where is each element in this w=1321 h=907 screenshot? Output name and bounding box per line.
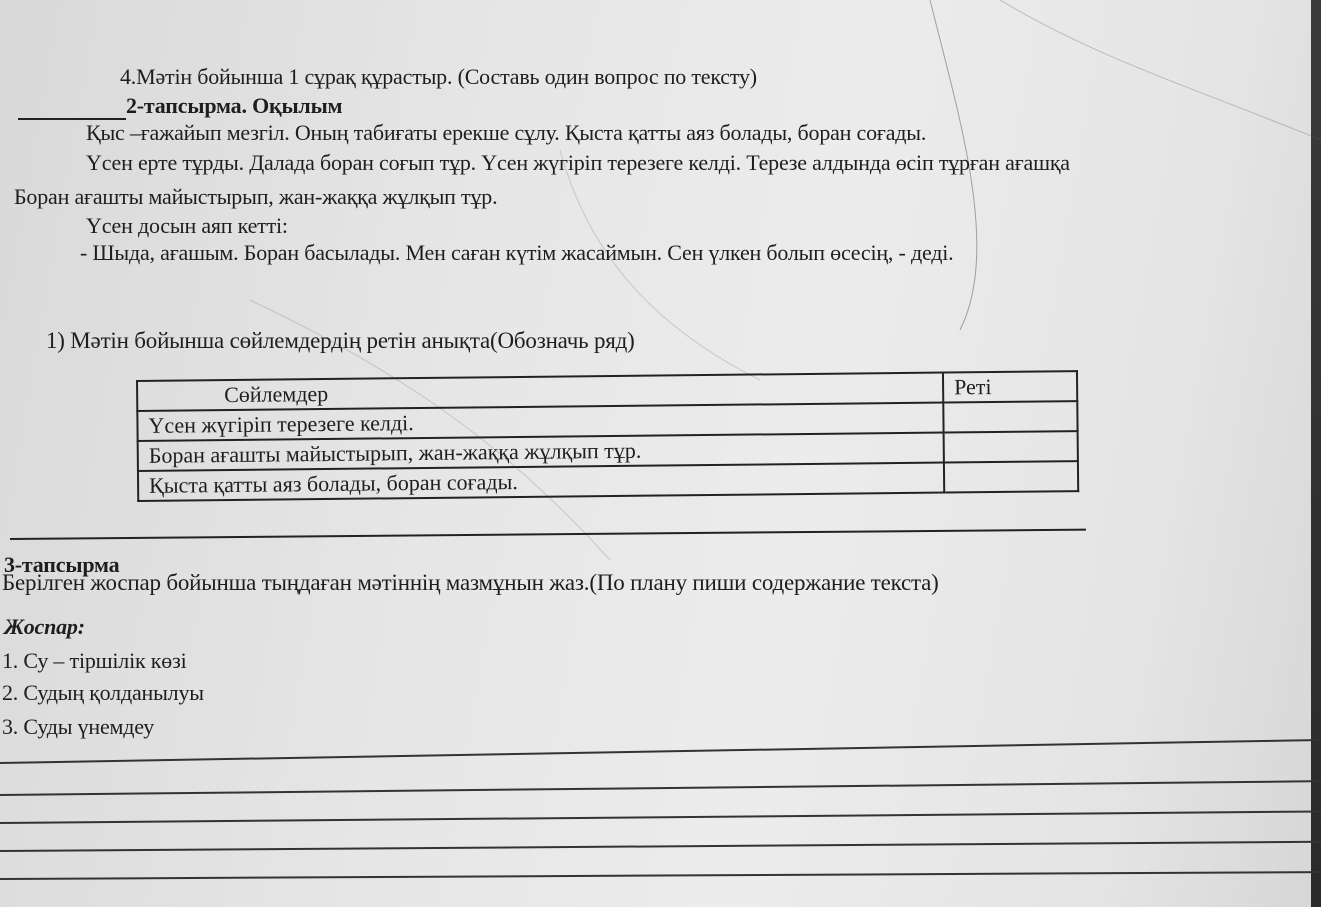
sentence-order-table — [136, 370, 1079, 502]
task2-text-line-5: - Шыда, ағашым. Боран басылады. Мен саған күтім жасаймын. Сен үлкен болып өсесің, - деді. — [80, 240, 954, 265]
task3-title: 3-тапсырма — [4, 552, 120, 577]
task2-question-1: 1) Мәтін бойынша сөйлемдердің ретін анықта(Обозначь ряд) — [46, 328, 635, 353]
plan-label: Жоспар: — [4, 614, 85, 639]
task2-text-line-3: Боран ағашты майыстырып, жан-жаққа жұлқып тұр. — [14, 184, 498, 209]
table-cell-sentence: Боран ағашты майыстырып, жан-жаққа жұлқып тұр. — [138, 433, 944, 471]
plan-item-1: 1. Су – тіршілік көзі — [2, 648, 187, 673]
table-cell-order[interactable] — [943, 401, 1077, 432]
task2-text-line-2: Үсен ерте тұрды. Далада боран соғып тұр. Үсен жүгіріп терезеге келді. Терезе алдында өсіп тұрған ағашқа — [86, 150, 1070, 175]
table-cell-order[interactable] — [944, 461, 1078, 492]
table-header-sentences: Сөйлемдер — [137, 373, 943, 411]
plan-item-2: 2. Судың қолданылуы — [2, 680, 204, 705]
table-cell-sentence: Қыста қатты аяз болады, боран соғады. — [138, 463, 944, 501]
table-cell-sentence: Үсен жүгіріп терезеге келді. — [137, 403, 943, 441]
table-cell-order[interactable] — [944, 431, 1078, 462]
table-header-order: Реті — [943, 371, 1077, 402]
task2-text-line-1: Қыс –ғажайып мезгіл. Оның табиғаты ерекше сұлу. Қыста қатты аяз болады, боран соғады. — [86, 120, 927, 145]
task1-item4: 4.Мәтін бойынша 1 сұрақ құрастыр. (Составь один вопрос по тексту) — [120, 64, 757, 89]
plan-item-3: 3. Суды үнемдеу — [2, 714, 155, 739]
task3-instruction: Берілген жоспар бойынша тыңдаған мәтіннің мазмұнын жаз.(По плану пиши содержание текста) — [2, 570, 939, 595]
task2-text-line-4: Үсен досын аяп кетті: — [86, 213, 288, 238]
task2-title: 2-тапсырма. Оқылым — [126, 93, 343, 118]
